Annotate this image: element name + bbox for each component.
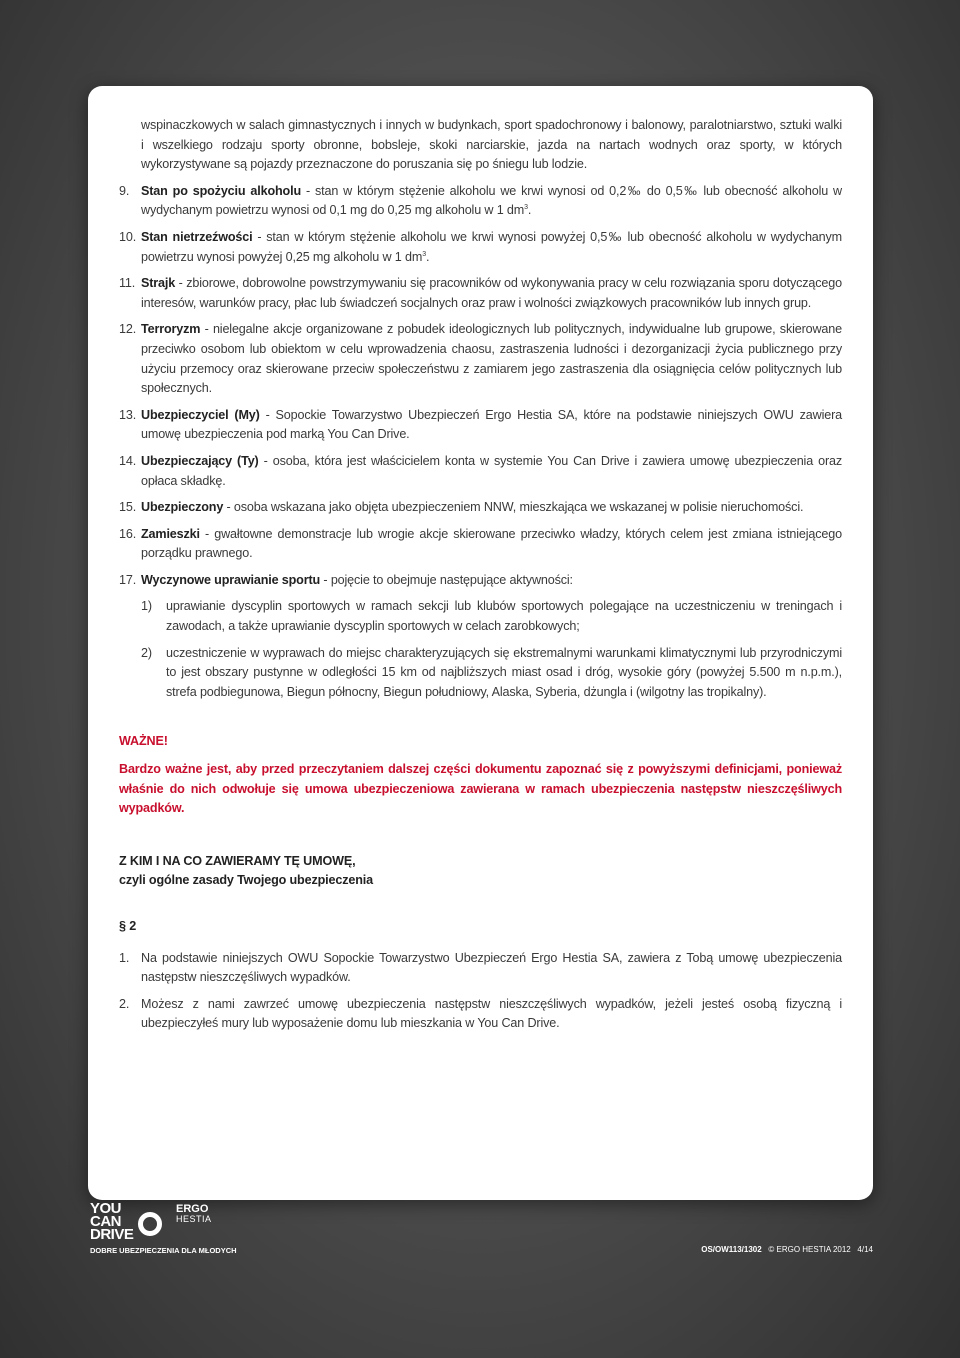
you-can-drive-logo — [90, 1202, 240, 1258]
paragraph-item — [119, 949, 842, 988]
definition-term: Terroryzm — [141, 322, 201, 337]
definition-superscript: 3 — [524, 204, 528, 212]
definition-number: 9. — [119, 183, 130, 198]
paragraph-items — [119, 949, 842, 1034]
definition-text — [141, 182, 842, 221]
definition-number: 11. — [119, 276, 136, 291]
definition-text — [141, 525, 842, 564]
definition-text — [141, 571, 842, 591]
paragraph-item-text: Możesz z nami zawrzeć umowę ubezpieczenia następstw nieszczęśliwych wypadków, jeżeli jesteś osobą fizyczną i ubezpieczyłeś mury lub wyposażenie domu lub mieszkania w You Can Drive. — [141, 996, 842, 1031]
hestia-label: HESTIA — [176, 1214, 212, 1224]
definition-text — [141, 452, 842, 491]
logo-line-2: CAN — [90, 1213, 121, 1230]
definition-superscript: 3 — [422, 250, 426, 258]
definition-item — [119, 571, 842, 591]
document-content — [119, 116, 842, 1041]
paragraph-item — [119, 995, 842, 1034]
definition-number: 10. — [119, 229, 137, 244]
definition-text — [141, 228, 842, 267]
definition-number: 17. — [119, 572, 137, 587]
paragraph-item-number: 1. — [119, 950, 130, 965]
definition-body: - zbiorowe, dobrowolne powstrzymywaniu się pracowników od wykonywania pracy w celu rozwiązania sporu dotyczącego interesów, warunków pracy, płac lub świadczeń socjalnych oraz praw i wolności związkowych pracowników lub innych grup. — [141, 276, 842, 310]
definition-term: Stan nietrzeźwości — [141, 229, 253, 244]
definition-body: - pojęcie to obejmuje następujące aktywności: — [320, 572, 573, 587]
definition-body: - nielegalne akcje organizowane z pobudek ideologicznych lub politycznych, indywidualne lub grupowe, skierowane przeciwko osobom lub obiektom w celu wprowadzenia chaosu, zastraszenia ludności i dezorganizacji życia publicznego przy użyciu przemocy oraz skierowane przeciw społeczeństwu z zamiarem jego zastraszenia dla osiągnięcia celów politycznych lub społecznych. — [141, 322, 842, 396]
definition-number: 12. — [119, 322, 137, 337]
definition-term: Stan po spożyciu alkoholu — [141, 183, 301, 198]
definition-end: . — [527, 203, 532, 218]
definition-term: Ubezpieczyciel (My) — [141, 407, 260, 422]
sub-item-number: 1) — [141, 599, 152, 614]
definition-term: Ubezpieczający (Ty) — [141, 453, 259, 468]
definition-body: - stan w którym stężenie alkoholu we krwi wynosi od 0,2‰ do 0,5‰ lub obecność alkoholu w wydychanym powietrzu wynosi od 0,1 mg do 0,25 mg alkoholu w 1 dm — [141, 183, 842, 218]
ergo-label: ERGO — [176, 1203, 209, 1215]
definition-number: 13. — [119, 407, 137, 422]
logo-line-1: YOU — [90, 1200, 122, 1217]
definition-text — [141, 498, 842, 518]
intro-text: wspinaczkowych w salach gimnastycznych i innych w budynkach, sport spadochronowy i balonowy, paralotniarstwo, sztuki walki i wszelkiego rodzaju sporty obronne, bobsleje, skoki narciarskie, jazda na nartach wodnych oraz sporty, w których wykorzystywane są pojazdy przeznaczone do poruszania się po śniegu lub lodzie. — [141, 118, 842, 172]
paragraph-item-number: 2. — [119, 996, 130, 1011]
sub-item — [141, 644, 842, 703]
definition-number: 14. — [119, 453, 137, 468]
footer-tagline: DOBRE UBEZPIECZENIA DLA MŁODYCH — [90, 1246, 237, 1255]
footer-info — [701, 1245, 873, 1254]
definition-body: - gwałtowne demonstracje lub wrogie akcje skierowane przeciwko władzy, których celem jest zmiana istniejącego porządku prawnego. — [141, 526, 842, 561]
definition-term: Zamieszki — [141, 526, 200, 541]
definition-number: 15. — [119, 500, 137, 515]
definition-text — [141, 320, 842, 398]
definition-item — [119, 182, 842, 221]
important-label: WAŻNE! — [119, 734, 168, 749]
definition-body: - stan w którym stężenie alkoholu we krwi wynosi powyżej 0,5‰ lub obecność alkoholu w wydychanym powietrzu wynosi powyżej 0,25 mg alkoholu w 1 dm — [141, 229, 842, 264]
warning-text: Bardzo ważne jest, aby przed przeczytaniem dalszej części dokumentu zapoznać się z powyższymi definicjami, ponieważ właśnie do nich odwołuje się umowa ubezpieczeniowa zawierana w ramach ubezpieczenia następstw nieszczęśliwych wypadków. — [119, 762, 842, 816]
definition-body: - osoba, która jest właścicielem konta w systemie You Can Drive i zawiera umowę ubezpieczenia oraz opłaca składkę. — [141, 453, 842, 488]
definition-item — [119, 228, 842, 267]
definition-item — [119, 320, 842, 398]
sub-item-text: uczestniczenie w wyprawach do miejsc charakteryzujących się ekstremalnymi warunkami klimatycznymi lub przyrodniczymi to jest obszary pustynne w odległości 15 km od najbliższych miast osad i dróg, wysokie góry (powyżej 5.500 m n.p.m.), strefa podbiegunowa, Biegun północny, Biegun południowy, Alaska, Syberia, dżungla i (wilgotny las tropikalny). — [166, 645, 842, 699]
definition-item — [119, 498, 842, 518]
paragraph-label: § 2 — [119, 919, 137, 933]
section-heading-1: Z KIM I NA CO ZAWIERAMY TĘ UMOWĘ, — [119, 853, 356, 868]
logo-line-3: DRIVE — [90, 1226, 134, 1243]
definition-item — [119, 452, 842, 491]
definition-text — [141, 406, 842, 445]
definition-end: . — [425, 249, 430, 264]
definition-term: Wyczynowe uprawianie sportu — [141, 572, 321, 587]
sub-item — [141, 597, 842, 636]
section-heading-2: czyli ogólne zasady Twojego ubezpieczenia — [119, 873, 373, 888]
sub-item-number: 2) — [141, 645, 152, 660]
sub-items-list — [141, 597, 842, 702]
definition-text — [141, 274, 842, 313]
paragraph-item-text: Na podstawie niniejszych OWU Sopockie Towarzystwo Ubezpieczeń Ergo Hestia SA, zawiera z Tobą umowę ubezpieczenia następstw nieszczęśliwych wypadków. — [141, 950, 842, 985]
definition-item — [119, 274, 842, 313]
definition-term: Strajk — [141, 276, 176, 291]
page-number: 4/14 — [857, 1245, 873, 1254]
definition-body: - osoba wskazana jako objęta ubezpieczeniem NNW, mieszkająca we wskazanej w polisie nieruchomości. — [223, 500, 804, 515]
definition-number: 16. — [119, 526, 137, 541]
definition-item — [119, 406, 842, 445]
copyright: © ERGO HESTIA 2012 — [768, 1245, 851, 1254]
definition-body: - Sopockie Towarzystwo Ubezpieczeń Ergo Hestia SA, które na podstawie niniejszych OWU zawiera umowę ubezpieczenia pod marką You Can Drive. — [141, 407, 842, 442]
logo-ring-icon — [138, 1212, 162, 1236]
doc-code: OS/OW113/1302 — [701, 1245, 762, 1254]
definitions-list — [119, 182, 842, 591]
definition-item — [119, 525, 842, 564]
logo-wordmark — [90, 1202, 133, 1241]
definition-term: Ubezpieczony — [141, 500, 224, 515]
sub-item-text: uprawianie dyscyplin sportowych w ramach sekcji lub klubów sportowych polegające na uczestniczeniu w treningach i zawodach, a także uprawianie dyscyplin sportowych w celach zarobkowych; — [166, 599, 842, 634]
